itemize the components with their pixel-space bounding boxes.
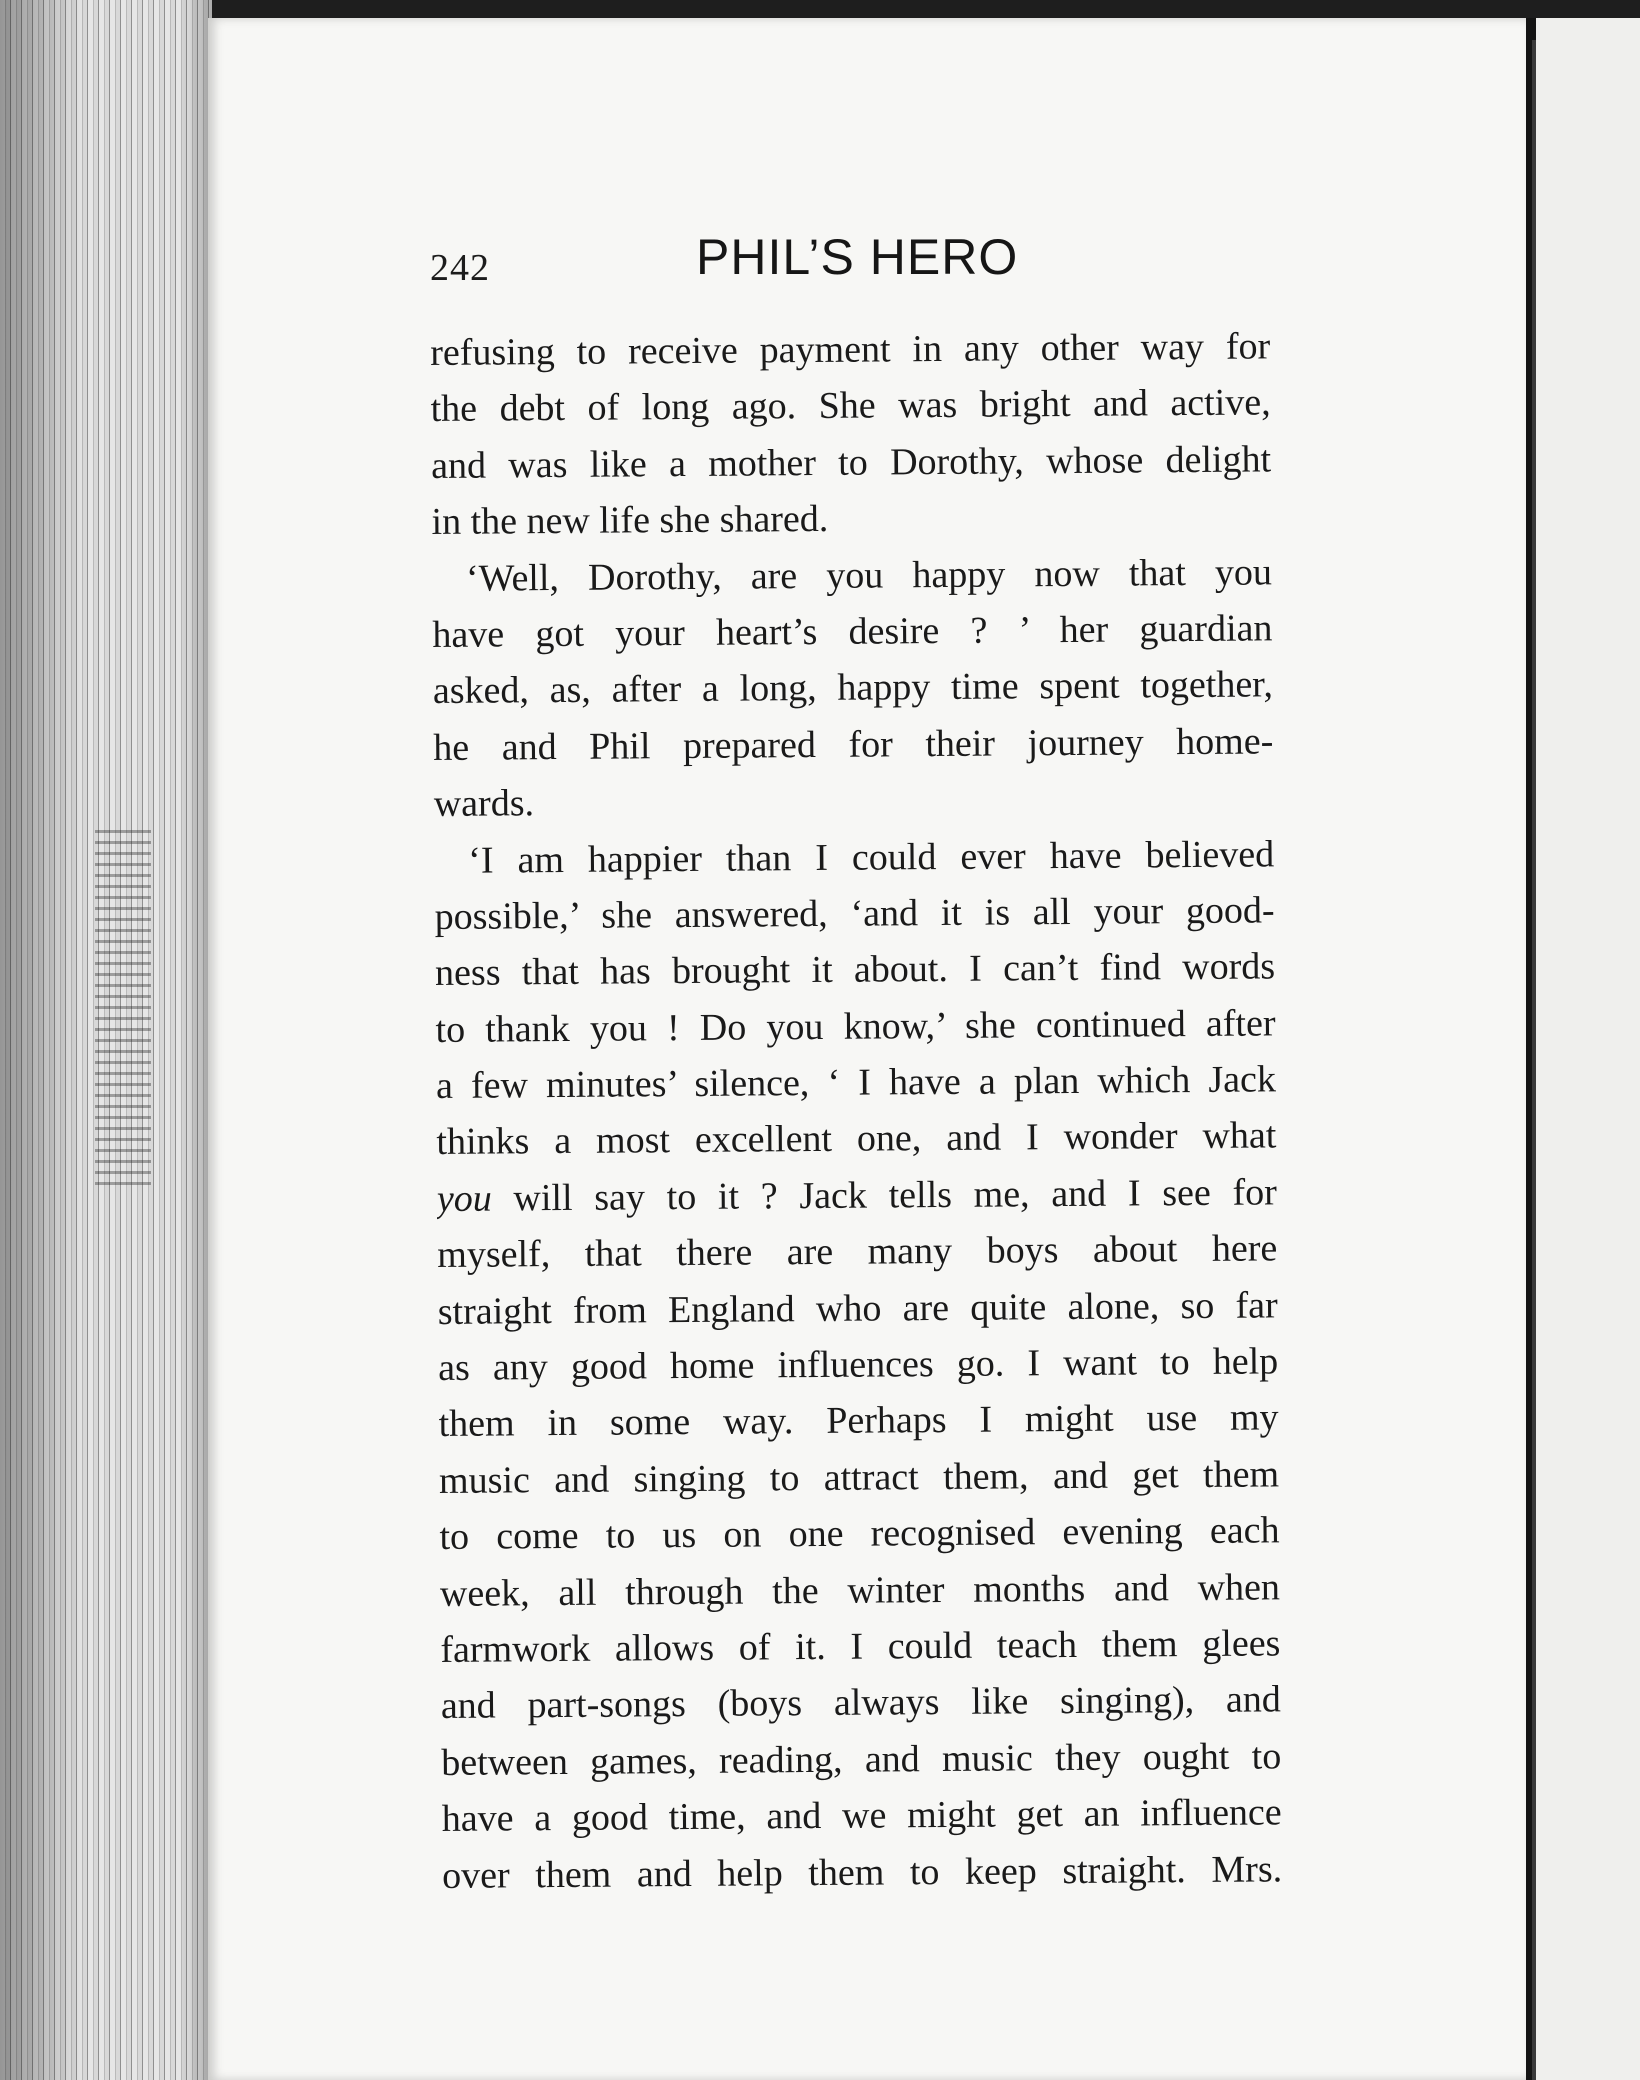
text-line [436, 1108, 1276, 1171]
line-text: ‘Well, Dorothy, are you happy now that you [465, 550, 1273, 600]
line-text: as any good home influences go. I want to help [438, 1340, 1279, 1389]
text-line [442, 1785, 1282, 1848]
text-line [438, 1333, 1278, 1396]
line-text: between games, reading, and music they ought to [441, 1735, 1282, 1784]
text-line [437, 1221, 1277, 1284]
text-line [438, 1390, 1278, 1453]
body-text [430, 318, 1282, 1903]
line-text: farmwork allows of it. I could teach them glees [440, 1622, 1281, 1671]
line-text: week, all through the winter months and when [439, 1565, 1281, 1615]
text-line [431, 431, 1271, 494]
page-header [208, 228, 1526, 298]
line-text: thinks a most excellent one, and I wonder what [436, 1114, 1277, 1164]
line-text: have got your heart’s desire ? ’ her guardian [432, 607, 1273, 656]
text-line [435, 995, 1275, 1058]
text-line [439, 1503, 1279, 1566]
text-line [432, 600, 1272, 663]
line-text: ‘I am happier than I could ever have believed [468, 832, 1275, 882]
line-text: have a good time, and we might get an influence [441, 1791, 1282, 1841]
text-line [440, 1615, 1280, 1678]
text-line [440, 1559, 1280, 1622]
line-text: will say to it ? Jack tells me, and I see for [491, 1171, 1278, 1220]
line-text: asked, as, after a long, happy time spent together, [432, 663, 1274, 713]
text-line [435, 939, 1275, 1002]
text-line [432, 544, 1272, 607]
line-text: and was like a mother to Dorothy, whose delight [430, 438, 1272, 487]
italic-word: you [436, 1177, 492, 1220]
text-line [430, 375, 1270, 438]
text-line [437, 1164, 1277, 1227]
line-text: wards. [433, 782, 535, 826]
line-text: to thank you ! Do you know,’ she continued after [435, 1002, 1276, 1051]
line-text: ness that has brought it about. I can’t find words [434, 945, 1276, 995]
line-text: straight from England who are quite alone, so far [437, 1284, 1278, 1333]
line-text: music and singing to attract them, and get them [438, 1453, 1280, 1502]
text-line [434, 882, 1274, 945]
line-text: to come to us on one recognised evening each [439, 1509, 1280, 1559]
line-text: possible,’ she answered, ‘and it is all your good- [434, 889, 1275, 938]
line-text: the debt of long ago. She was bright and active, [430, 381, 1271, 431]
line-text: and part-songs (boys always like singing), and [440, 1678, 1281, 1728]
text-line [442, 1841, 1282, 1904]
text-line [441, 1728, 1281, 1791]
text-line [434, 770, 1274, 833]
line-text: in the new life she shared. [431, 498, 829, 544]
line-text: over them and help them to keep straight. Mrs. [442, 1847, 1283, 1897]
line-text: them in some way. Perhaps I might use my [438, 1396, 1279, 1446]
text-line [431, 488, 1271, 551]
text-line [439, 1446, 1279, 1509]
next-page [1536, 18, 1640, 2080]
spine-marks [95, 830, 151, 1190]
page-number: 242 [430, 247, 490, 289]
text-line [438, 1277, 1278, 1340]
text-line [433, 713, 1273, 776]
text-line [430, 318, 1270, 381]
text-line [441, 1672, 1281, 1735]
running-title: PHIL’S HERO [696, 229, 1019, 285]
text-line [434, 826, 1274, 889]
book-page [208, 18, 1526, 2080]
line-text: he and Phil prepared for their journey home- [433, 720, 1274, 769]
line-text: a few minutes’ silence, ‘ I have a plan which Jack [435, 1058, 1277, 1108]
text-line [433, 657, 1273, 720]
text-line [436, 1051, 1276, 1114]
line-text: refusing to receive payment in any other way for [430, 325, 1271, 374]
line-text: myself, that there are many boys about here [437, 1227, 1278, 1277]
